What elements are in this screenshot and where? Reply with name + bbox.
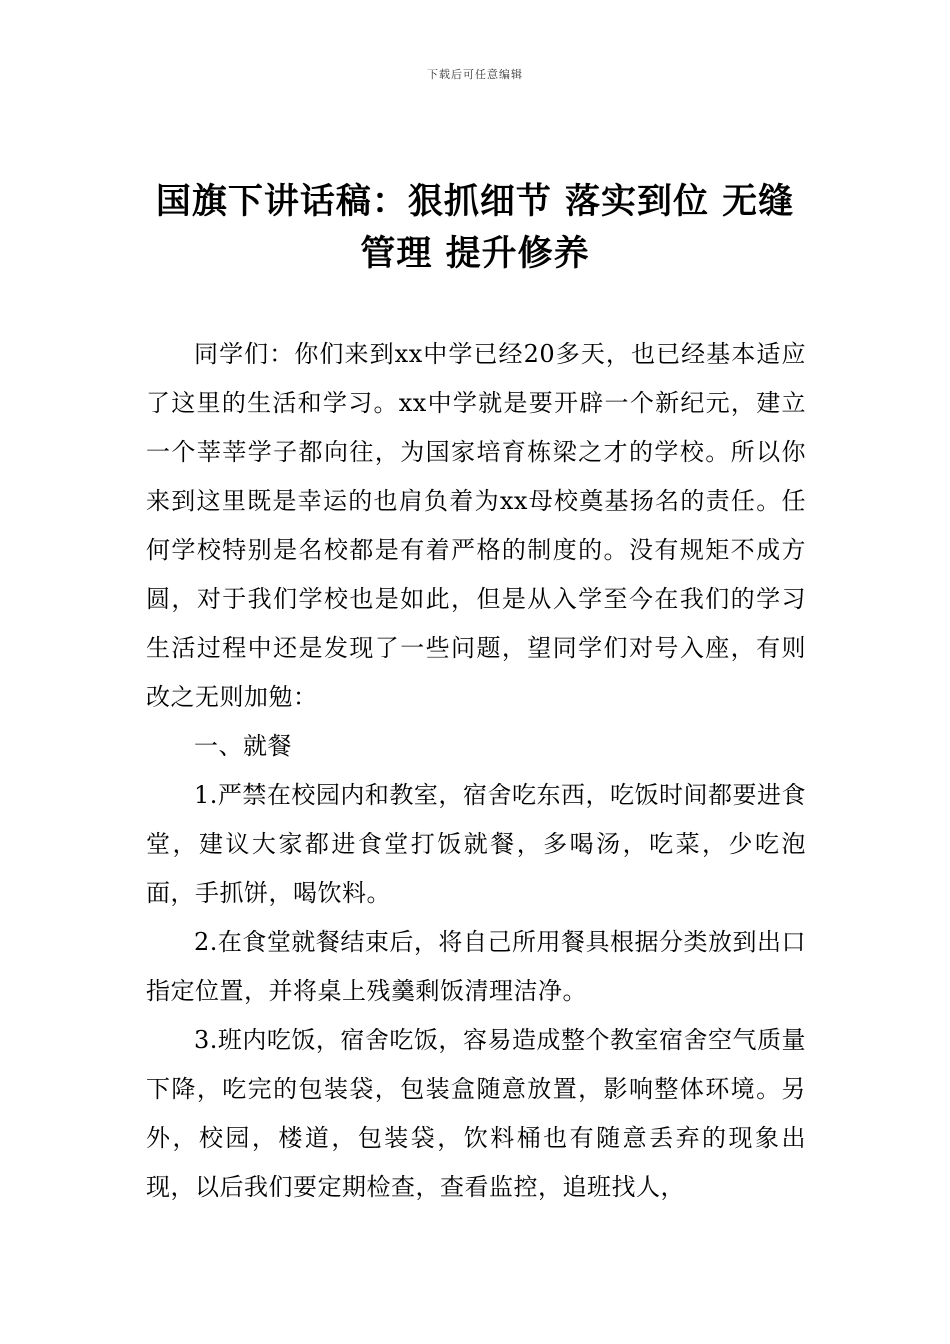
header-note: 下载后可任意编辑 [427,68,523,81]
title-line-1: 国旗下讲话稿：狠抓细节 落实到位 无缝 [155,182,795,222]
paragraph-item-3: 3.班内吃饭，宿舍吃饭，容易造成整个教室宿舍空气质量下降，吃完的包装袋，包装盒随意放置，影响整体环境。另外，校园，楼道，包装袋，饮料桶也有随意丢弃的现象出现，以后我们要定期检查，查看监控，追班找人， [146,1026,806,1201]
document-body [146,330,806,1212]
paragraph-greeting: 同学们：你们来到xx中学已经20多天，也已经基本适应了这里的生活和学习。xx中学就是要开辟一个新纪元，建立一个莘莘学子都向往，为国家培育栋梁之才的学校。所以你来到这里既是幸运的也肩负着为xx母校奠基扬名的责任。任何学校特别是名校都是有着严格的制度的。没有规矩不成方圆，对于我们学校也是如此，但是从入学至今在我们的学习生活过程中还是发现了一些问题，望同学们对号入座，有则改之无则加勉： [146,340,806,711]
section-heading-dining: 一、就餐 [194,732,292,760]
title-line-2: 管理 提升修养 [360,234,590,274]
paragraph-item-1: 1.严禁在校园内和教室，宿舍吃东西，吃饭时间都要进食堂，建议大家都进食堂打饭就餐，多喝汤，吃菜，少吃泡面，手抓饼，喝饮料。 [146,781,806,907]
paragraph-item-2: 2.在食堂就餐结束后，将自己所用餐具根据分类放到出口指定位置，并将桌上残羹剩饭清理洁净。 [146,928,806,1005]
document-title [110,176,840,280]
